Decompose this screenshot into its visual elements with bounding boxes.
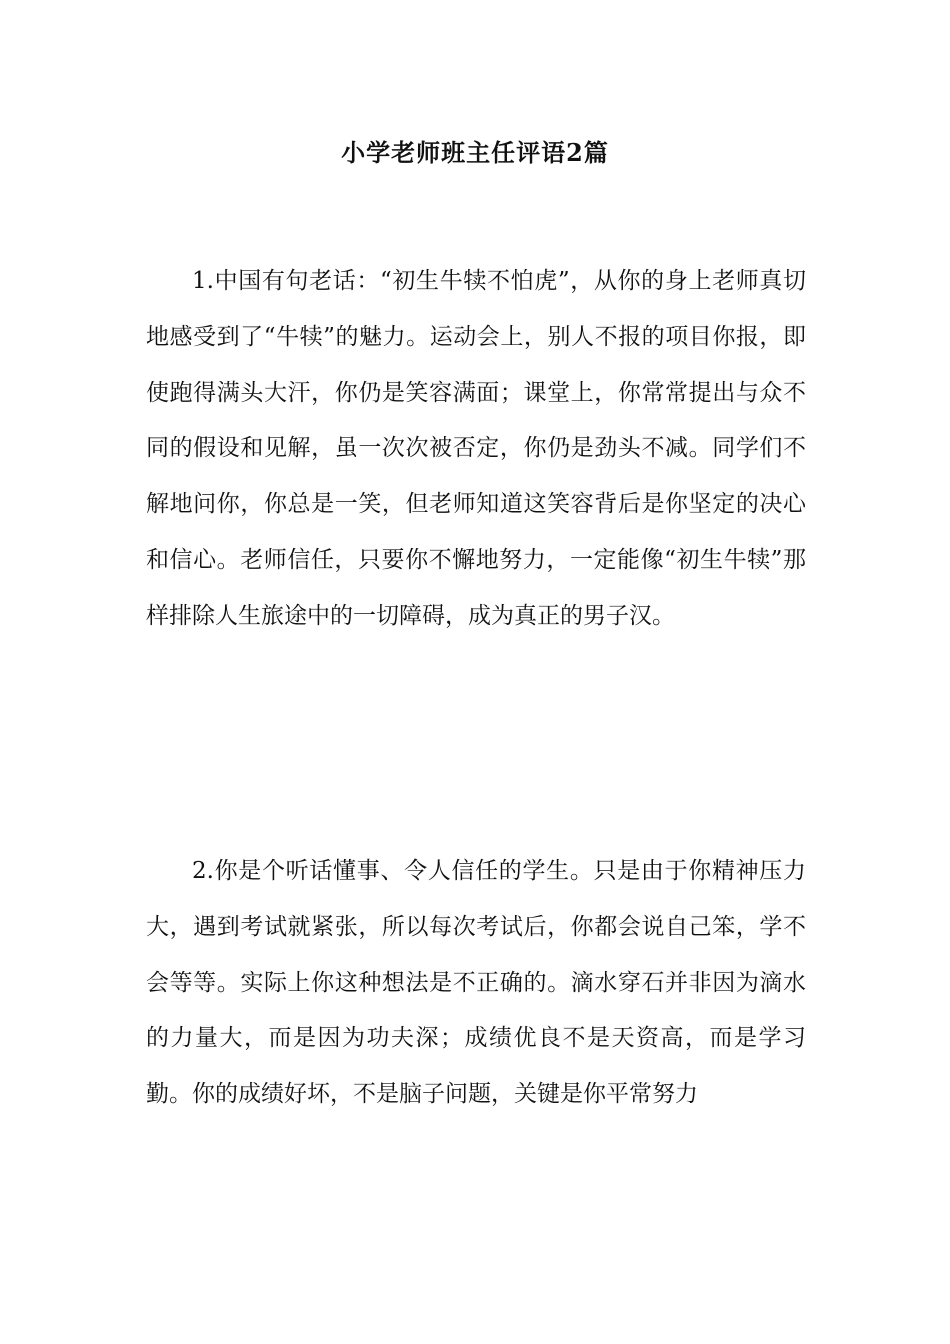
document-title: 小学老师班主任评语2篇 (341, 138, 609, 167)
paragraph-1: 1.中国有句老话：“初生牛犊不怕虎”，从你的身上老师真切地感受到了“牛犊”的魅力。运动会上，别人不报的项目你报，即使跑得满头大汗，你仍是笑容满面；课堂上，你常常提出与众不同的假设和见解，虽一次次被否定，你仍是劲头不减。同学们不解地问你，你总是一笑，但老师知道这笑容背后是你坚定的决心和信心。老师信任，只要你不懈地努力，一定能像“初生牛犊”那样排除人生旅途中的一切障碍，成为真正的男子汉。 (146, 268, 806, 629)
paragraph-2: 2.你是个听话懂事、令人信任的学生。只是由于你精神压力大，遇到考试就紧张，所以每次考试后，你都会说自己笨，学不会等等。实际上你这种想法是不正确的。滴水穿石并非因为滴水的力量大，而是因为功夫深；成绩优良不是天资高，而是学习勤。你的成绩好坏，不是脑子问题，关键是你平常努力 (146, 858, 806, 1108)
